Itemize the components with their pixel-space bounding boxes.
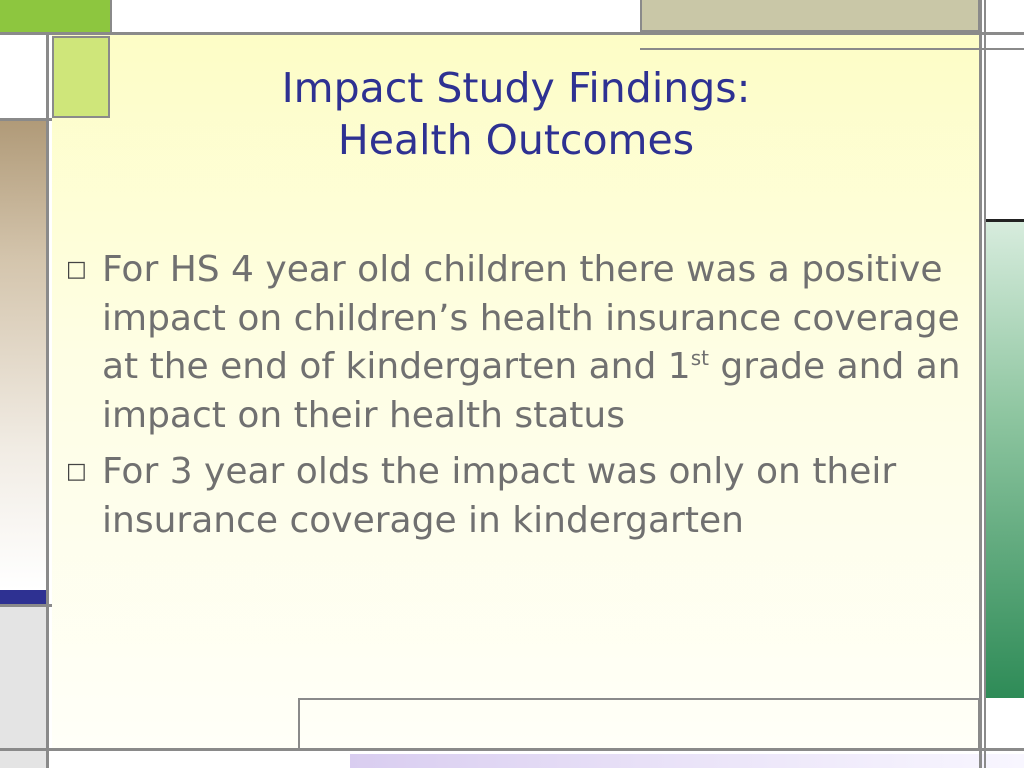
frame-line-left: [46, 32, 49, 768]
left-gradient-strip: [0, 120, 46, 590]
right-green-strip: [984, 222, 1024, 698]
bottom-lavender-strip: [350, 754, 1024, 768]
frame-line-lime-edge: [110, 0, 112, 32]
tan-top-block: [640, 0, 980, 32]
square-bullet-icon: □: [66, 459, 87, 484]
bullet-text: For 3 year olds the impact was only on their insurance coverage in kindergarten: [102, 451, 897, 541]
lime-corner-block: [0, 0, 110, 32]
bullet-item: [66, 246, 966, 440]
left-gray-block: [0, 604, 46, 768]
frame-line-left-lower: [0, 604, 52, 607]
slide-title-line-2: Health Outcomes: [337, 116, 695, 165]
bullet-text-part: For HS 4 year old children there was a positive impact on children’s health insurance coverage at the end of kindergarten and 1: [102, 249, 960, 387]
bullet-list: [66, 246, 966, 553]
slide-title-line-1: Impact Study Findings:: [281, 64, 751, 112]
bottom-outline-box: [298, 698, 980, 750]
slide-title: [52, 62, 980, 167]
bullet-text-part: grade and an impact on their health status: [102, 346, 961, 436]
bullet-item: [66, 448, 966, 545]
frame-line-left-upper: [0, 118, 52, 121]
frame-line-top: [0, 32, 1024, 35]
frame-line-top-right: [640, 48, 1024, 50]
square-bullet-icon: □: [66, 257, 87, 282]
frame-line-right-outer: [984, 0, 986, 768]
left-navy-accent: [0, 590, 46, 604]
ordinal-superscript: st: [690, 346, 709, 370]
